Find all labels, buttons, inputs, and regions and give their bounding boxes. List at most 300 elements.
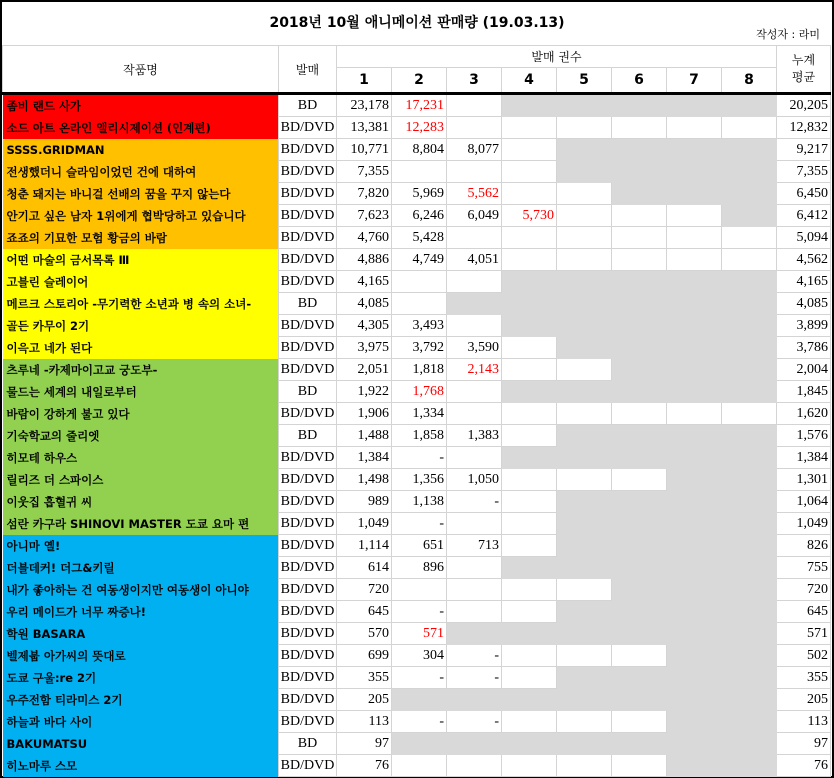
unreleased-volume-cell [667,667,722,689]
volume-sales-cell [447,227,502,249]
volume-sales-cell [447,117,502,139]
unreleased-volume-cell [667,491,722,513]
volume-sales-cell [612,227,667,249]
title-cell: 벨제붑 아가씨의 뜻대로 [3,645,279,667]
title-cell: 전생했더니 슬라임이었던 건에 대하여 [3,161,279,183]
format-cell: BD/DVD [279,249,337,271]
unreleased-volume-cell [557,491,612,513]
volume-sales-cell [447,271,502,293]
table-row [3,469,831,491]
unreleased-volume-cell [722,337,777,359]
unreleased-volume-cell [502,271,557,293]
format-cell: BD [279,381,337,403]
format-cell: BD/DVD [279,161,337,183]
title-cell: 바람이 강하게 불고 있다 [3,403,279,425]
volume-sales-cell: 4,749 [392,249,447,271]
unreleased-volume-cell [612,689,667,711]
volume-sales-cell: 570 [337,623,392,645]
unreleased-volume-cell [722,513,777,535]
table-row [3,733,831,755]
unreleased-volume-cell [557,139,612,161]
unreleased-volume-cell [667,711,722,733]
unreleased-volume-cell [667,447,722,469]
volume-sales-cell [447,557,502,579]
volume-sales-cell: 4,085 [337,293,392,315]
volume-sales-cell: 3,792 [392,337,447,359]
volume-sales-cell: 1,334 [392,403,447,425]
volume-sales-cell [612,755,667,777]
volume-sales-cell: 205 [337,689,392,711]
volume-sales-cell [667,403,722,425]
average-cell: 1,576 [777,425,831,447]
volume-sales-cell: 1,383 [447,425,502,447]
unreleased-volume-cell [612,139,667,161]
volume-sales-cell: 8,804 [392,139,447,161]
volume-sales-cell [612,205,667,227]
average-cell: 2,004 [777,359,831,381]
volume-sales-cell: - [392,513,447,535]
volume-sales-cell [447,579,502,601]
average-cell: 7,355 [777,161,831,183]
average-cell: 755 [777,557,831,579]
header-volume-8: 8 [722,68,777,94]
volume-sales-cell: 5,969 [392,183,447,205]
unreleased-volume-cell [722,205,777,227]
volume-sales-cell: 5,428 [392,227,447,249]
volume-sales-cell [612,403,667,425]
table-row [3,601,831,623]
unreleased-volume-cell [612,94,667,117]
format-cell: BD/DVD [279,447,337,469]
unreleased-volume-cell [667,161,722,183]
unreleased-volume-cell [612,491,667,513]
volume-sales-cell: - [392,601,447,623]
average-cell: 3,786 [777,337,831,359]
volume-sales-cell [447,161,502,183]
average-cell: 571 [777,623,831,645]
volume-sales-cell: 8,077 [447,139,502,161]
volume-sales-cell [502,117,557,139]
title-cell: 이웃집 흡혈귀 씨 [3,491,279,513]
unreleased-volume-cell [557,513,612,535]
volume-sales-cell: 1,906 [337,403,392,425]
unreleased-volume-cell [612,447,667,469]
unreleased-volume-cell [612,161,667,183]
title-cell: 골든 카무이 2기 [3,315,279,337]
volume-sales-cell: 1,050 [447,469,502,491]
volume-sales-cell: - [447,667,502,689]
table-row [3,425,831,447]
table-row [3,359,831,381]
unreleased-volume-cell [502,94,557,117]
format-cell: BD/DVD [279,337,337,359]
volume-sales-cell [502,337,557,359]
volume-sales-cell [612,645,667,667]
unreleased-volume-cell [667,337,722,359]
unreleased-volume-cell [667,645,722,667]
header-volume-7: 7 [667,68,722,94]
volume-sales-cell [502,711,557,733]
table-row [3,447,831,469]
unreleased-volume-cell [557,161,612,183]
volume-sales-cell [502,425,557,447]
volume-sales-cell [557,711,612,733]
header-volume-3: 3 [447,68,502,94]
format-cell: BD/DVD [279,359,337,381]
volume-sales-cell: 1,768 [392,381,447,403]
volume-sales-cell: 651 [392,535,447,557]
unreleased-volume-cell [612,381,667,403]
unreleased-volume-cell [557,623,612,645]
format-cell: BD/DVD [279,755,337,777]
format-cell: BD/DVD [279,117,337,139]
volume-sales-cell [557,359,612,381]
volume-sales-cell [502,183,557,205]
title-cell: 소드 아트 온라인 앨리시제이션 (인계편) [3,117,279,139]
title-cell: 메르크 스토리아 -무기력한 소년과 병 속의 소녀- [3,293,279,315]
table-row [3,755,831,777]
volume-sales-cell: 5,562 [447,183,502,205]
volume-sales-cell [722,227,777,249]
volume-sales-cell: 113 [337,711,392,733]
title-cell: 우주전함 티라미스 2기 [3,689,279,711]
average-cell: 76 [777,755,831,777]
average-cell: 113 [777,711,831,733]
format-cell: BD/DVD [279,535,337,557]
unreleased-volume-cell [722,161,777,183]
volume-sales-cell: 4,305 [337,315,392,337]
unreleased-volume-cell [667,755,722,777]
volume-sales-cell [502,469,557,491]
volume-sales-cell [612,249,667,271]
title-cell: 기숙학교의 줄리엣 [3,425,279,447]
volume-sales-cell: 4,760 [337,227,392,249]
author-label: 작성자 : 라미 [756,28,820,41]
unreleased-volume-cell [612,425,667,447]
volume-sales-cell [392,271,447,293]
format-cell: BD/DVD [279,623,337,645]
unreleased-volume-cell [667,139,722,161]
volume-sales-cell: 3,590 [447,337,502,359]
header-volumes: 발매 권수 [337,46,777,68]
unreleased-volume-cell [722,755,777,777]
title-cell: 히모테 하우스 [3,447,279,469]
unreleased-volume-cell [667,601,722,623]
unreleased-volume-cell [502,689,557,711]
format-cell: BD/DVD [279,403,337,425]
table-row [3,623,831,645]
volume-sales-cell [392,579,447,601]
volume-sales-cell [722,117,777,139]
volume-sales-cell [447,601,502,623]
unreleased-volume-cell [667,689,722,711]
title-cell: 릴리즈 더 스파이스 [3,469,279,491]
unreleased-volume-cell [502,381,557,403]
table-row [3,205,831,227]
average-cell: 12,832 [777,117,831,139]
volume-sales-cell [502,403,557,425]
unreleased-volume-cell [612,623,667,645]
unreleased-volume-cell [722,425,777,447]
volume-sales-cell [502,359,557,381]
unreleased-volume-cell [557,535,612,557]
unreleased-volume-cell [557,667,612,689]
volume-sales-cell [502,755,557,777]
volume-sales-cell [502,161,557,183]
unreleased-volume-cell [667,623,722,645]
unreleased-volume-cell [502,447,557,469]
volume-sales-cell [667,227,722,249]
unreleased-volume-cell [722,711,777,733]
table-row [3,227,831,249]
volume-sales-cell: 7,355 [337,161,392,183]
unreleased-volume-cell [722,733,777,755]
title-cell: 더블데커! 더그&키릴 [3,557,279,579]
volume-sales-cell [392,755,447,777]
table-row [3,117,831,139]
volume-sales-cell: 13,381 [337,117,392,139]
unreleased-volume-cell [722,579,777,601]
volume-sales-cell: 355 [337,667,392,689]
title-cell: 내가 좋아하는 건 여동생이지만 여동생이 아니야 [3,579,279,601]
title-cell: 물드는 세계의 내일로부터 [3,381,279,403]
title-cell: 청춘 돼지는 바니걸 선배의 꿈을 꾸지 않는다 [3,183,279,205]
table-row [3,337,831,359]
volume-sales-cell [557,227,612,249]
header-average-line1: 누계 [791,53,816,67]
volume-sales-cell [447,447,502,469]
volume-sales-cell: - [392,447,447,469]
average-cell: 1,064 [777,491,831,513]
title-cell: 죠죠의 기묘한 모험 황금의 바람 [3,227,279,249]
unreleased-volume-cell [722,139,777,161]
format-cell: BD/DVD [279,711,337,733]
average-cell: 3,899 [777,315,831,337]
format-cell: BD/DVD [279,205,337,227]
format-cell: BD/DVD [279,271,337,293]
header-volume-1: 1 [337,68,392,94]
unreleased-volume-cell [722,645,777,667]
unreleased-volume-cell [722,491,777,513]
header-volume-5: 5 [557,68,612,94]
volume-sales-cell [557,249,612,271]
sheet-title: 2018년 10월 애니메이션 판매량 (19.03.13) [269,15,565,31]
table-row [3,94,831,117]
volume-sales-cell: 614 [337,557,392,579]
unreleased-volume-cell [667,315,722,337]
unreleased-volume-cell [722,94,777,117]
table-row [3,403,831,425]
title-cell: 도쿄 구울:re 2기 [3,667,279,689]
volume-sales-cell: - [447,491,502,513]
volume-sales-cell [667,117,722,139]
format-cell: BD/DVD [279,139,337,161]
unreleased-volume-cell [502,293,557,315]
volume-sales-cell [502,601,557,623]
average-cell: 9,217 [777,139,831,161]
unreleased-volume-cell [667,579,722,601]
format-cell: BD/DVD [279,183,337,205]
volume-sales-cell: 4,165 [337,271,392,293]
volume-sales-cell: 896 [392,557,447,579]
title-cell: 섬란 카구라 SHINOVI MASTER 도쿄 요마 편 [3,513,279,535]
format-cell: BD/DVD [279,469,337,491]
unreleased-volume-cell [612,557,667,579]
volume-sales-cell: 304 [392,645,447,667]
unreleased-volume-cell [557,337,612,359]
unreleased-volume-cell [667,359,722,381]
header-title-name: 작품명 [3,46,279,94]
sales-table [2,45,831,777]
unreleased-volume-cell [557,689,612,711]
table-row [3,689,831,711]
table-row [3,557,831,579]
unreleased-volume-cell [722,601,777,623]
average-cell: 4,085 [777,293,831,315]
unreleased-volume-cell [612,667,667,689]
volume-sales-cell: 23,178 [337,94,392,117]
volume-sales-cell [502,667,557,689]
title-cell: 우리 메이드가 너무 짜증나! [3,601,279,623]
volume-sales-cell [612,711,667,733]
format-cell: BD [279,733,337,755]
unreleased-volume-cell [557,381,612,403]
volume-sales-cell: 2,143 [447,359,502,381]
unreleased-volume-cell [612,271,667,293]
average-cell: 720 [777,579,831,601]
volume-sales-cell [502,645,557,667]
unreleased-volume-cell [557,601,612,623]
table-row [3,161,831,183]
table-row [3,667,831,689]
volume-sales-cell: - [392,667,447,689]
unreleased-volume-cell [557,733,612,755]
title-cell: 안기고 싶은 남자 1위에게 협박당하고 있습니다 [3,205,279,227]
volume-sales-cell [667,205,722,227]
header-volume-6: 6 [612,68,667,94]
table-row [3,249,831,271]
unreleased-volume-cell [722,623,777,645]
unreleased-volume-cell [612,579,667,601]
volume-sales-cell: 6,246 [392,205,447,227]
volume-sales-cell [447,315,502,337]
unreleased-volume-cell [722,293,777,315]
volume-sales-cell: 989 [337,491,392,513]
table-row [3,315,831,337]
unreleased-volume-cell [722,183,777,205]
average-cell: 1,049 [777,513,831,535]
title-cell: 좀비 랜드 사가 [3,94,279,117]
format-cell: BD/DVD [279,315,337,337]
volume-sales-cell [557,579,612,601]
volume-sales-cell [447,755,502,777]
volume-sales-cell: 571 [392,623,447,645]
volume-sales-cell [447,513,502,535]
volume-sales-cell [447,94,502,117]
format-cell: BD/DVD [279,227,337,249]
unreleased-volume-cell [722,667,777,689]
volume-sales-cell: 7,623 [337,205,392,227]
title-cell: 아니마 옐! [3,535,279,557]
unreleased-volume-cell [392,689,447,711]
table-row [3,491,831,513]
volume-sales-cell: - [392,711,447,733]
format-cell: BD/DVD [279,601,337,623]
volume-sales-cell [557,205,612,227]
header-average-line2: 평균 [791,70,816,84]
table-row [3,711,831,733]
unreleased-volume-cell [722,359,777,381]
format-cell: BD [279,425,337,447]
volume-sales-cell [447,381,502,403]
volume-sales-cell: 10,771 [337,139,392,161]
format-cell: BD/DVD [279,557,337,579]
average-cell: 1,620 [777,403,831,425]
average-cell: 502 [777,645,831,667]
average-cell: 1,845 [777,381,831,403]
format-cell: BD [279,94,337,117]
volume-sales-cell: 1,356 [392,469,447,491]
volume-sales-cell: 1,858 [392,425,447,447]
volume-sales-cell: 1,922 [337,381,392,403]
unreleased-volume-cell [722,315,777,337]
table-row [3,381,831,403]
unreleased-volume-cell [722,689,777,711]
average-cell: 6,412 [777,205,831,227]
unreleased-volume-cell [557,271,612,293]
title-cell: 학원 BASARA [3,623,279,645]
unreleased-volume-cell [667,535,722,557]
table-row [3,645,831,667]
volume-sales-cell [447,403,502,425]
unreleased-volume-cell [667,381,722,403]
volume-sales-cell: 4,051 [447,249,502,271]
unreleased-volume-cell [447,293,502,315]
volume-sales-cell [557,645,612,667]
volume-sales-cell: 76 [337,755,392,777]
unreleased-volume-cell [612,337,667,359]
volume-sales-cell [502,513,557,535]
table-row [3,271,831,293]
volume-sales-cell [612,469,667,491]
average-cell: 826 [777,535,831,557]
volume-sales-cell: 4,886 [337,249,392,271]
unreleased-volume-cell [667,469,722,491]
unreleased-volume-cell [557,425,612,447]
volume-sales-cell: 713 [447,535,502,557]
volume-sales-cell [667,249,722,271]
unreleased-volume-cell [722,469,777,491]
volume-sales-cell [722,249,777,271]
volume-sales-cell: 1,488 [337,425,392,447]
unreleased-volume-cell [612,315,667,337]
average-cell: 6,450 [777,183,831,205]
average-cell: 4,562 [777,249,831,271]
unreleased-volume-cell [447,623,502,645]
volume-sales-cell [502,491,557,513]
format-cell: BD/DVD [279,645,337,667]
volume-sales-cell [392,293,447,315]
volume-sales-cell: 2,051 [337,359,392,381]
format-cell: BD/DVD [279,513,337,535]
unreleased-volume-cell [612,733,667,755]
volume-sales-cell: 1,498 [337,469,392,491]
format-cell: BD/DVD [279,689,337,711]
volume-sales-cell [557,183,612,205]
unreleased-volume-cell [502,557,557,579]
title-cell: SSSS.GRIDMAN [3,139,279,161]
table-row [3,579,831,601]
